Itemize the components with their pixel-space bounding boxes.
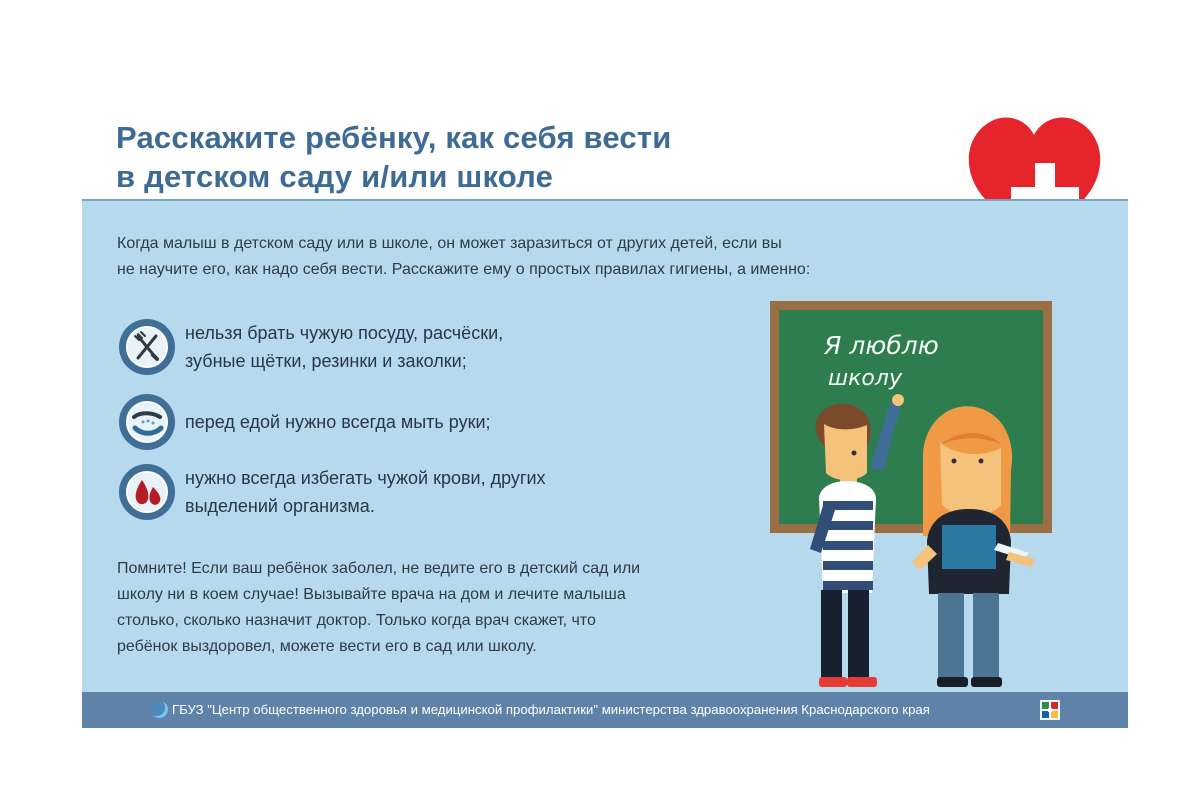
page-title-line-2: в детском саду и/или школе [116,159,554,194]
rule-1-line-2: зубные щётки, резинки и заколки; [185,351,467,371]
reminder-line-3: столько, сколько назначит доктор. Только когда врач скажет, что [117,612,596,629]
rule-item-wash-hands [119,392,491,452]
footer-bar [82,692,1128,728]
intro-line-1: Когда малыш в детском саду или в школе, он может заразиться от других детей, если вы [117,235,782,252]
footer-text: ГБУЗ "Центр общественного здоровья и медицинской профилактики" министерства здравоохранения Краснодарского края [172,702,930,717]
boy-figure [810,394,904,687]
reminder-line-4: ребёнок выздоровел, можете вести его в сад или школу. [117,638,537,655]
rule-text-avoid-blood [185,464,546,520]
rule-text-wash-hands [185,408,491,436]
reminder-line-2: школу ни в коем случае! Вызывайте врача на дом и лечите малыша [117,586,626,603]
blood-drops-icon [119,464,175,520]
hygiene-rules-list [119,317,679,527]
intro-line-2: не научите его, как надо себя вести. Расскажите ему о простых правилах гигиены, а именно: [117,261,811,278]
rule-text-shared-items [185,319,503,375]
rule-item-avoid-blood [119,462,546,522]
rule-3-line-2: выделений организма. [185,496,375,516]
organization-logo-icon [151,701,168,718]
reminder-line-1: Помните! Если ваш ребёнок заболел, не ведите его в детский сад или [117,560,641,577]
rule-3-line-1: нужно всегда избегать чужой крови, других [185,468,546,488]
page-title [116,118,876,196]
sick-child-reminder [117,556,727,660]
rule-item-shared-items [119,317,503,377]
page-title-line-1: Расскажите ребёнку, как себя вести [116,120,672,155]
utensils-comb-icon [119,319,175,375]
krasnodar-emblem-icon [1040,700,1060,720]
rule-1-line-1: нельзя брать чужую посуду, расчёски, [185,323,504,343]
chalkboard-text-line-2: школу [828,366,902,391]
school-children-illustration [766,297,1066,695]
chalkboard-text-line-1: Я люблю [824,331,939,360]
intro-text [117,231,937,283]
rule-2-line-1: перед едой нужно всегда мыть руки; [185,412,491,432]
hand-wash-icon [119,394,175,450]
